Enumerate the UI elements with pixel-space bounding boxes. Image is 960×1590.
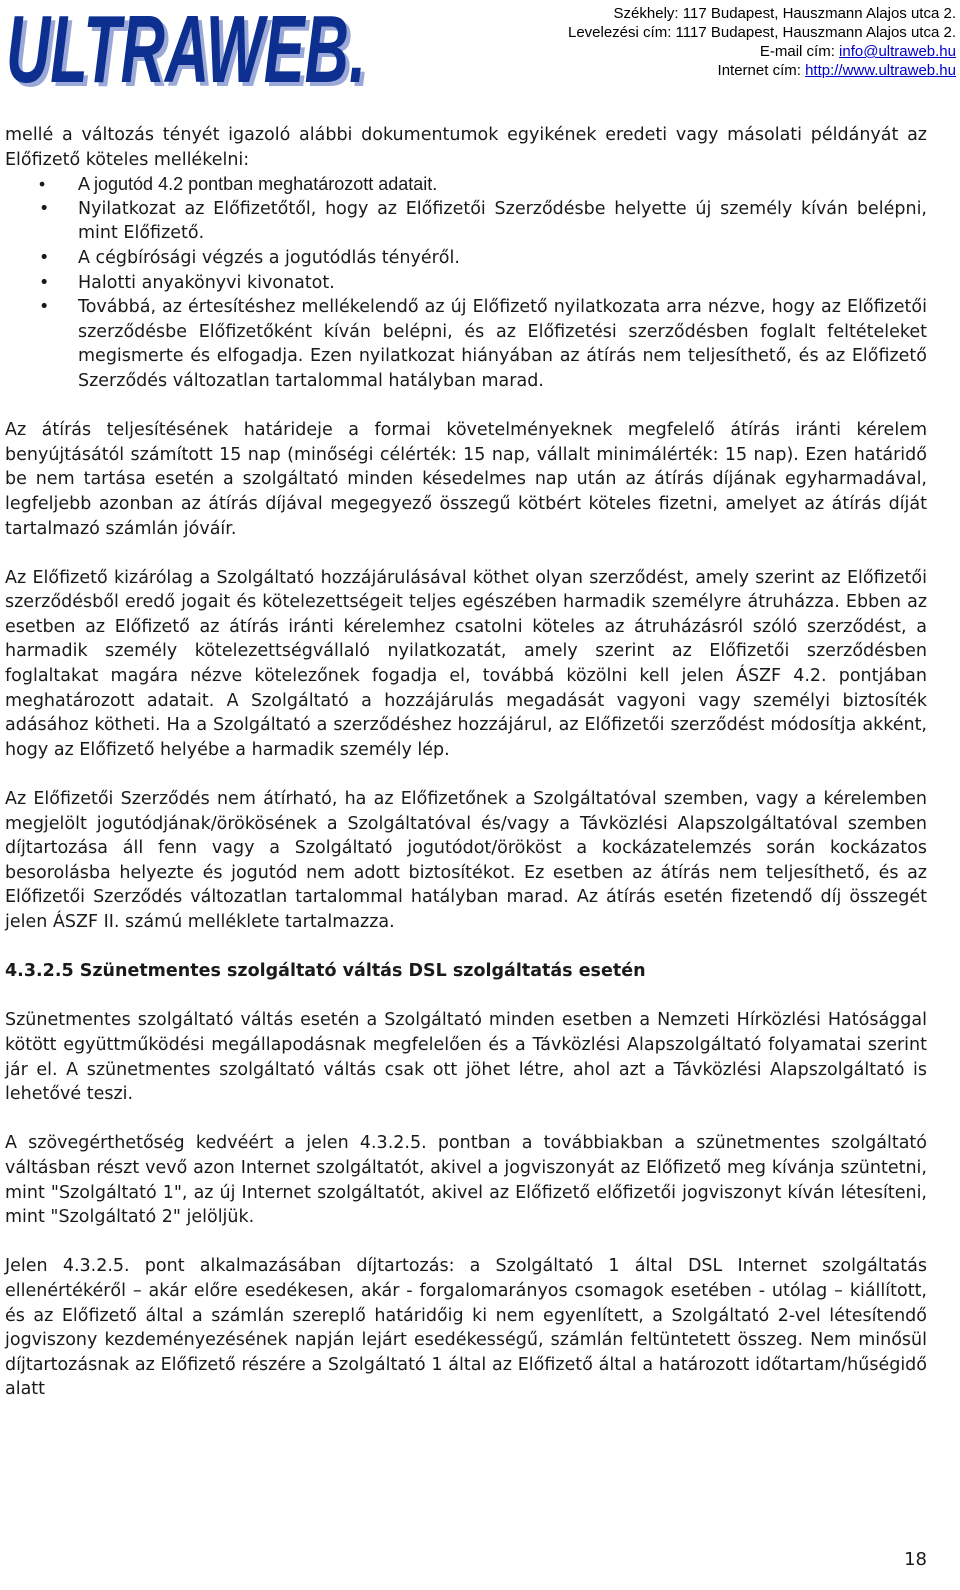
logo-shadow-text: ULTRAWEB. <box>10 2 370 96</box>
document-body <box>5 123 927 1402</box>
email-link[interactable]: info@ultraweb.hu <box>839 43 956 60</box>
email-label: E-mail cím: <box>759 43 835 60</box>
paragraph-definitions: A szövegérthetőség kedvéért a jelen 4.3.2.5. pontban a továbbiakban a szünetmentes szolgáltató váltásban részt vevő azon Internet szolgáltatót, akivel a jogviszonyát az Előfizető meg kívánja szüntetni, mint "Szolgáltató 1", az új Internet szolgáltatót, akivel az Előfizető előfizetői jogviszonyt kíván létesíteni, mint "Szolgáltató 2" jelöljük. <box>5 1133 927 1228</box>
bullet-icon: • <box>39 198 50 219</box>
list-item <box>5 172 927 197</box>
section-heading: 4.3.2.5 Szünetmentes szolgáltató váltás DSL szolgáltatás esetén <box>5 961 646 982</box>
logo-text: ULTRAWEB. <box>6 2 366 96</box>
ultraweb-logo <box>4 2 376 96</box>
bullet-icon: • <box>39 272 50 293</box>
seat-label: Székhely: <box>613 5 679 22</box>
page-header <box>0 0 960 100</box>
page-number: 18 <box>904 1549 927 1570</box>
bullet-icon: • <box>39 174 46 195</box>
list-item-text: A jogutód 4.2 pontban meghatározott adatait. <box>78 174 438 195</box>
list-item-text: Nyilatkozat az Előfizetőtől, hogy az Előfizetői Szerződésbe helyette új személy kíván belépni, mint Előfizető. <box>78 198 927 244</box>
web-link[interactable]: http://www.ultraweb.hu <box>805 62 956 79</box>
seat-value: 117 Budapest, Hauszmann Alajos utca 2. <box>682 5 956 22</box>
web-label: Internet cím: <box>717 62 801 79</box>
mail-value: 1117 Budapest, Hauszmann Alajos utca 2. <box>675 24 956 41</box>
document-list <box>5 172 927 393</box>
paragraph-transfer: Az Előfizető kizárólag a Szolgáltató hozzájárulásával köthet olyan szerződést, amely szerint az Előfizetői szerződésből eredő jogait és kötelezettségeit teljes egészében harmadik személyre átruházza. Ebben az esetben az Előfizető az átírás iránti kérelemhez csatolni köteles az átruházásról szóló szerződést, a harmadik személy kötelezettségvállaló nyilatkozatát, amely szerint az Előfizetői szerződésben foglaltakat magára nézve kötelezőnek fogadja el, továbbá közölni kell jelen ÁSZF 4.2. pontjában meghatározott adatait. A Szolgáltató a hozzájárulás megadását vagyoni vagy személyi biztosíték adásához kötheti. Ha a Szolgáltató a szerződéshez hozzájárul, az Előfizetői szerződést módosítja akként, hogy az Előfizető helyébe a harmadik személy lép. <box>5 567 927 760</box>
seat-line <box>396 4 956 23</box>
list-item <box>5 246 927 271</box>
web-line <box>396 61 956 80</box>
intro-paragraph: mellé a változás tényét igazoló alábbi dokumentumok egyikének eredeti vagy másolati példányát az Előfizető köteles mellékelni: <box>5 125 927 170</box>
list-item-text: A cégbírósági végzés a jogutódlás tényéről. <box>78 247 460 268</box>
paragraph-deadline: Az átírás teljesítésének határideje a formai követelményeknek megfelelő átírás iránti kérelem benyújtásától számított 15 nap (minőségi célérték: 15 nap, vállalt minimálérték: 15 nap). Ezen határidő be nem tartása esetén a szolgáltató minden késedelmes nap után az átírás díjának egyharmadával, legfeljebb azonban az átírás díjával megegyező összegű kötbért köteles fizetni, amelyet az átírás díját tartalmazó számlán jóváír. <box>5 420 927 539</box>
contact-block <box>396 4 956 80</box>
list-item-text: Továbbá, az értesítéshez mellékelendő az új Előfizető nyilatkozata arra nézve, hogy az Előfizetői szerződésbe Előfizetőként kíván belépni, és az Előfizetési szerződésben foglalt feltételeket megismerte és elfogadja. Ezen nyilatkozat hiányában az átírás nem teljesíthető, és az Előfizető Szerződés változatlan tartalommal hatályban marad. <box>78 297 927 391</box>
mail-line <box>396 23 956 42</box>
mail-label: Levelezési cím: <box>567 24 672 41</box>
list-item-text: Halotti anyakönyvi kivonatot. <box>78 272 335 293</box>
bullet-icon: • <box>39 297 50 318</box>
paragraph-debt: Jelen 4.3.2.5. pont alkalmazásában díjtartozás: a Szolgáltató 1 által DSL Internet szolgáltatás ellenértékéről – akár előre esedékesen, akár - forgalomarányos csomagok esetében - utólag – kiállított, és az Előfizető által a számlán szereplő határidőig ki nem egyenlített, a Szolgáltató 2-vel létesítendő jogviszony kezdeményezésének napján lejárt esedékességű, számlán feltüntetett összeg. Nem minősül díjtartozásnak az Előfizető részére a Szolgáltató 1 által az Előfizető által a határozott időtartam/hűségidő alatt <box>5 1256 927 1400</box>
list-item <box>5 197 927 246</box>
email-line <box>396 42 956 61</box>
list-item <box>5 271 927 296</box>
paragraph-not-transferable: Az Előfizetői Szerződés nem átírható, ha az Előfizetőnek a Szolgáltatóval szemben, vagy a kérelemben megjelölt jogutódjának/örökösének a Szolgáltatóval és/vagy a Távközlési Alapszolgáltatóval szemben díjtartozása áll fenn vagy a Szolgáltató jogutódot/örököst a kockázatelemzés során kockázatos besorolásba helyezte és jogutód nem adott biztosítékot. Ez esetben az átírás nem teljesíthető, és az Előfizetői Szerződés változatlan tartalommal hatályban marad. Az átírás esetén fizetendő díj összegét jelen ÁSZF II. számú melléklete tartalmazza. <box>5 789 927 932</box>
paragraph-provider-switch: Szünetmentes szolgáltató váltás esetén a Szolgáltató minden esetben a Nemzeti Hírközlési Hatósággal kötött együttműködési megállapodásnak megfelelően és a Távközlési Alapszolgáltató folyamatai szerint jár el. A szünetmentes szolgáltató váltás csak ott jöhet létre, ahol azt a Távközlési Alapszolgáltató is lehetővé teszi. <box>5 1010 927 1105</box>
list-item <box>5 295 927 393</box>
bullet-icon: • <box>39 247 50 268</box>
